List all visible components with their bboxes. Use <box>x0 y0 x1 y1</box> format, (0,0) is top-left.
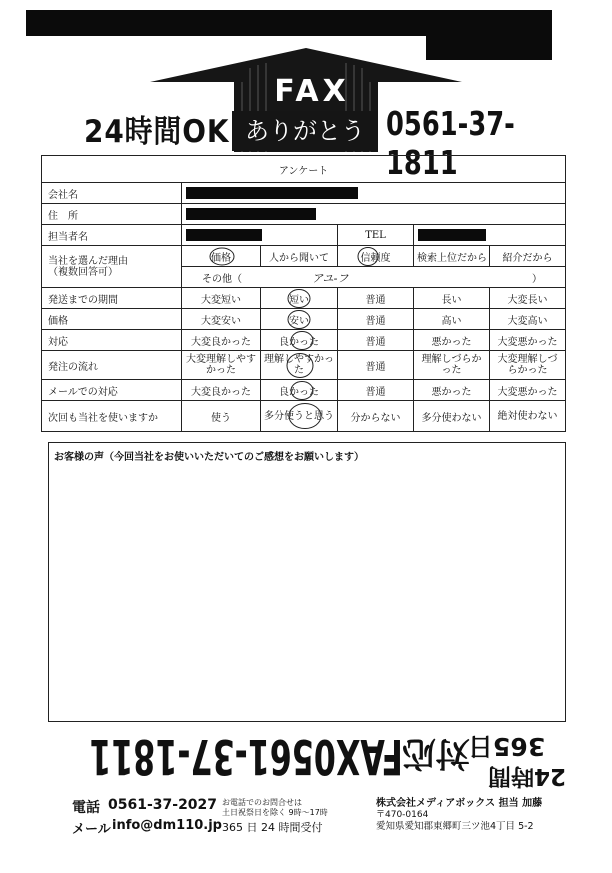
option-label: 安い <box>289 315 309 327</box>
fax-heading: FAX <box>274 74 350 109</box>
tel-field[interactable] <box>414 225 566 246</box>
other-close-paren: ） <box>532 274 542 285</box>
option-cell-selected[interactable] <box>261 351 338 380</box>
option-cell-selected[interactable] <box>261 309 338 330</box>
other-handwritten-value: アユ-フ <box>312 272 349 285</box>
mail-label: メール <box>72 822 111 837</box>
option-label: 多分使うと思う <box>264 410 334 422</box>
reason-option-word-of-mouth[interactable] <box>261 246 338 267</box>
option-cell[interactable]: 使う <box>182 401 261 432</box>
circle-mark <box>286 288 312 309</box>
customer-voice-label: お客様の声（今回当社をお使いいただいてのご感想をお願いします） <box>54 452 364 463</box>
option-cell[interactable]: 大変安い <box>182 309 261 330</box>
address-redaction <box>186 208 316 220</box>
phone-number[interactable]: 0561-37-2027 <box>108 797 218 813</box>
thanks-label: ありがとう <box>232 111 378 151</box>
circle-mark <box>286 309 312 330</box>
option-cell[interactable]: 大変理解しづらかった <box>490 351 566 380</box>
person-label: 担当者名 <box>42 225 182 246</box>
redaction-bar-top <box>26 10 552 36</box>
row-label-price: 価格 <box>42 309 182 330</box>
upside-down-fax-number: FAX0561-37-1811 <box>89 728 403 784</box>
circle-mark <box>356 246 380 267</box>
reason-option-label: 信頼度 <box>360 252 391 264</box>
circle-mark <box>287 402 323 430</box>
reception-hours: 365 日 24 時間受付 <box>222 821 323 834</box>
upside-down-taiou: 対応 <box>402 733 470 773</box>
reason-label <box>42 246 182 288</box>
option-cell[interactable]: 大変悪かった <box>490 330 566 351</box>
option-cell[interactable]: 多分使わない <box>414 401 490 432</box>
open-24h-text: 24時間OK <box>84 114 230 150</box>
option-cell[interactable]: 理解しづらかった <box>414 351 490 380</box>
survey-title: アンケート <box>42 156 566 183</box>
reason-option-referral[interactable] <box>490 246 566 267</box>
tel-redaction <box>418 229 486 241</box>
option-cell[interactable]: 大変良かった <box>182 380 261 401</box>
option-cell[interactable]: 大変良かった <box>182 330 261 351</box>
company-label: 会社名 <box>42 183 182 204</box>
option-cell[interactable]: 長い <box>414 288 490 309</box>
option-cell-selected[interactable] <box>261 380 338 401</box>
person-field[interactable] <box>182 225 338 246</box>
upside-down-24-hours: 24時間 <box>488 763 567 789</box>
reason-option-trust[interactable] <box>338 246 414 267</box>
person-redaction <box>186 229 262 241</box>
fax-number-text: 0561-37-1811 <box>386 104 515 182</box>
option-cell[interactable]: 悪かった <box>414 330 490 351</box>
option-cell[interactable]: 普通 <box>338 330 414 351</box>
reason-option-label: 検索上位だから <box>417 252 487 264</box>
option-cell[interactable]: 悪かった <box>414 380 490 401</box>
row-label-use-again: 次回も当社を使いますか <box>42 401 182 432</box>
company-address: 愛知県愛知郡東郷町三ツ池4丁目 5-2 <box>376 821 534 832</box>
other-label: その他（ <box>202 274 242 285</box>
reason-other-field[interactable] <box>182 267 566 288</box>
reason-option-price[interactable] <box>182 246 261 267</box>
tel-label: TEL <box>338 225 414 246</box>
option-cell[interactable]: 大変高い <box>490 309 566 330</box>
option-cell[interactable]: 普通 <box>338 351 414 380</box>
option-cell[interactable]: 絶対使わない <box>490 401 566 432</box>
option-cell[interactable]: 高い <box>414 309 490 330</box>
company-field[interactable] <box>182 183 566 204</box>
option-label: 良かった <box>279 386 319 398</box>
option-cell[interactable]: 大変悪かった <box>490 380 566 401</box>
row-label-support: 対応 <box>42 330 182 351</box>
reason-option-label: 人から聞いて <box>269 252 329 264</box>
circle-mark <box>289 380 315 401</box>
postal-code: 〒470-0164 <box>376 810 429 820</box>
address-field[interactable] <box>182 204 566 225</box>
reason-option-label: 価格 <box>211 252 231 264</box>
circle-mark <box>285 352 315 379</box>
company-name: 株式会社メディアボックス 担当 加藤 <box>376 798 543 809</box>
reason-label-line1: 当社を選んだ理由 <box>48 255 128 267</box>
option-cell[interactable]: 分からない <box>338 401 414 432</box>
option-cell-selected[interactable] <box>261 401 338 432</box>
address-label: 住 所 <box>42 204 182 225</box>
phone-note-1: お電話でのお問合せは <box>222 798 302 807</box>
mail-address[interactable]: info@dm110.jp <box>112 818 222 833</box>
option-label: 理解しやすかった <box>264 354 334 376</box>
option-cell[interactable]: 普通 <box>338 309 414 330</box>
company-redaction <box>186 187 358 199</box>
survey-table <box>41 155 566 432</box>
option-cell-selected[interactable] <box>261 330 338 351</box>
upside-down-365-days: 365日 <box>468 732 546 761</box>
option-cell[interactable]: 大変長い <box>490 288 566 309</box>
option-label: 短い <box>289 294 309 306</box>
circle-mark <box>289 330 315 351</box>
option-cell[interactable]: 大変理解しやすかった <box>182 351 261 380</box>
customer-voice-box[interactable] <box>48 442 566 722</box>
row-label-order-flow: 発注の流れ <box>42 351 182 380</box>
phone-note-2: 土日祝祭日を除く 9時〜17時 <box>222 808 328 817</box>
row-label-lead-time: 発送までの期間 <box>42 288 182 309</box>
option-cell[interactable]: 普通 <box>338 380 414 401</box>
reason-option-search[interactable] <box>414 246 490 267</box>
reason-option-label: 紹介だから <box>502 252 553 264</box>
circle-mark <box>208 247 236 266</box>
option-cell[interactable]: 大変短い <box>182 288 261 309</box>
reason-label-line2: （複数回答可） <box>48 266 118 278</box>
row-label-email-support: メールでの対応 <box>42 380 182 401</box>
phone-label: 電話 <box>72 800 100 816</box>
option-cell[interactable]: 普通 <box>338 288 414 309</box>
option-label: 良かった <box>279 336 319 348</box>
option-cell-selected[interactable] <box>261 288 338 309</box>
